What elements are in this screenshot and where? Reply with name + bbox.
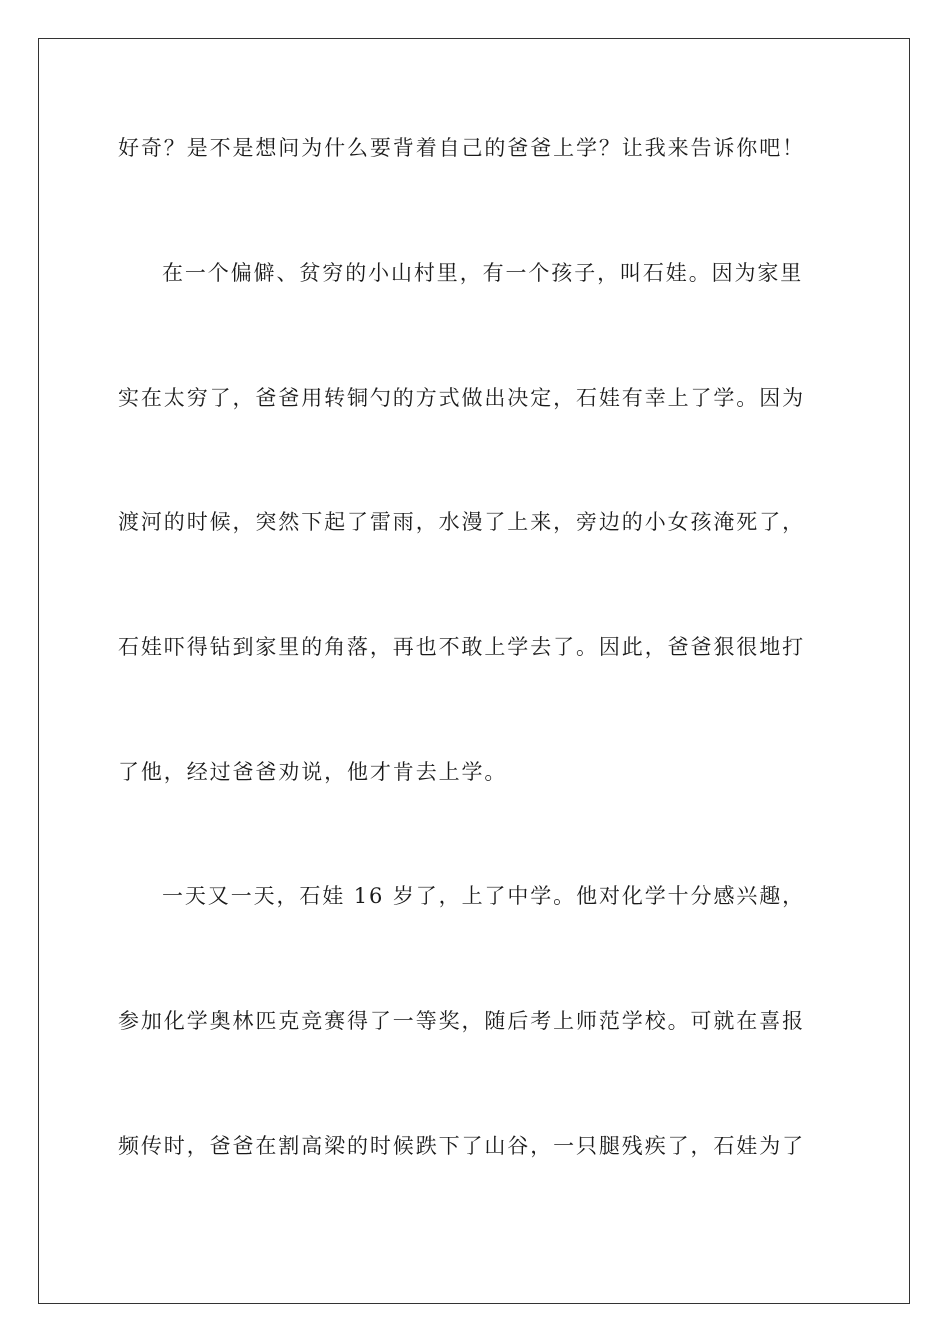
page-border: [38, 38, 910, 1304]
text-line: 好奇？是不是想问为什么要背着自己的爸爸上学？让我来告诉你吧！: [118, 136, 805, 160]
paragraph-start-line: 一天又一天，石娃 16 岁了，上了中学。他对化学十分感兴趣，: [162, 884, 806, 908]
text-line: 实在太穷了，爸爸用转铜勺的方式做出决定，石娃有幸上了学。因为: [118, 386, 805, 410]
text-line: 频传时，爸爸在割高梁的时候跌下了山谷，一只腿残疾了，石娃为了: [118, 1134, 805, 1158]
paragraph-start-line: 在一个偏僻、贫穷的小山村里，有一个孩子，叫石娃。因为家里: [162, 261, 804, 285]
text-line: 渡河的时候，突然下起了雷雨，水漫了上来，旁边的小女孩淹死了，: [118, 510, 805, 534]
text-line: 了他，经过爸爸劝说，他才肯去上学。: [118, 760, 508, 784]
text-line: 参加化学奥林匹克竞赛得了一等奖，随后考上师范学校。可就在喜报: [118, 1009, 805, 1033]
text-line: 石娃吓得钻到家里的角落，再也不敢上学去了。因此，爸爸狠很地打: [118, 635, 805, 659]
